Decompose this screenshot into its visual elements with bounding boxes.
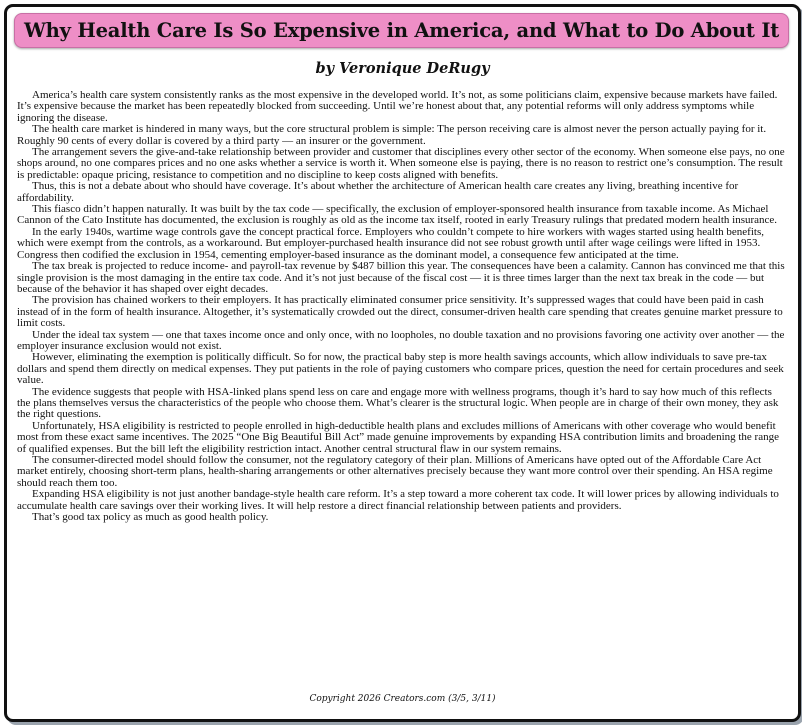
article-paragraph: America’s health care system consistently ranks as the most expensive in the developed world. It’s not, as some politicians claim, expensive because markets have failed. It’s expensive because the market has been repeatedly blocked from succeeding. Until we’re honest about that, any potential reforms will only address symptoms while ignoring the disease.: [17, 89, 778, 124]
article-paragraph: The tax break is projected to reduce income- and payroll-tax revenue by $487 billion this year. The consequences have been a calamity. Cannon has convinced me that this single provision is the most damaging in the entire tax code. And it’s not just because of the fiscal cost — it is three times larger than the next tax break in the code — but because of the behavior it has shaped over eight decades.: [17, 260, 785, 295]
article-paragraph: Unfortunately, HSA eligibility is restricted to people enrolled in high-deductible health plans and excludes millions of Americans with other coverage who would benefit most from these exact same incentives. The 2025 “One Big Beautiful Bill Act” made genuine improvements by expanding HSA contribution limits and broadening the range of qualified expenses. But the bill left the eligibility restriction intact. Another central structural flaw in our system remains.: [17, 419, 779, 455]
article-paragraph: The consumer-directed model should follow the consumer, not the regulatory category of their plan. Millions of Americans have opted out of the Affordable Care Act market entirely, choosing short-term plans, health-sharing arrangements or other alternatives precisely because they want more control over their spending. An HSA regime should reach them too.: [17, 454, 773, 489]
article-paragraph: That’s good tax policy as much as good health policy.: [32, 511, 269, 524]
title-bar: [14, 13, 789, 48]
article-paragraph: Expanding HSA eligibility is not just another bandage-style health care reform. It’s a step toward a more coherent tax code. It will lower prices by allowing individuals to accumulate health care savings over their working lives. It will help restore a direct financial relationship between patients and providers.: [17, 488, 779, 512]
article-title: Why Health Care Is So Expensive in America, and What to Do About It: [23, 19, 780, 42]
article-paragraph: However, eliminating the exemption is politically difficult. So for now, the practical baby step is more health savings accounts, which allow individuals to save pre-tax dollars and spend them directly on medical expenses. They put patients in the role of paying customers who compare prices, question the need for certain procedures and seek value.: [17, 351, 784, 387]
article-body: [17, 90, 787, 523]
article-paragraph: The arrangement severs the give-and-take relationship between provider and customer that disciplines every other sector of the economy. When someone else pays, no one shops around, no one compares prices and no one asks whether a service is worth it. When someone else is paying, there is no reason to restrict one’s consumption. The result is predictable: opaque pricing, resistance to competition and no discipline to keep costs aligned with benefits.: [17, 146, 785, 181]
article-paragraph: Thus, this is not a debate about who should have coverage. It’s about whether the architecture of American health care creates any living, breathing incentive for affordability.: [17, 180, 739, 204]
article-paragraph: The health care market is hindered in many ways, but the core structural problem is simple: The person receiving care is almost never the person actually paying for it. Roughly 90 cents of every dollar is covered by a third party — an insurer or the government.: [17, 123, 767, 147]
article-paragraph: The provision has chained workers to their employers. It has practically eliminated consumer price sensitivity. It’s suppressed wages that could have been paid in cash instead of in the form of health insurance. Altogether, it’s systematically crowded out the direct, consumer-driven health care spending that creates genuine market pressure to limit costs.: [17, 294, 783, 330]
copyright-notice: Copyright 2026 Creators.com (3/5, 3/11): [309, 694, 496, 704]
article-frame: [4, 4, 801, 722]
article-paragraph: The evidence suggests that people with HSA-linked plans spend less on care and engage more with wellness programs, though it’s hard to say how much of this reflects the plans themselves versus the characteristics of the people who choose them. What’s clearer is the structural logic. When people are in charge of their own money, they ask the right questions.: [17, 385, 779, 421]
article-paragraph: This fiasco didn’t happen naturally. It was built by the tax code — specifically, the exclusion of employer-sponsored health insurance from taxable income. As Michael Cannon of the Cato Institute has documented, the exclusion is roughly as old as the income tax itself, rooted in early Treasury rulings that predated modern health insurance.: [17, 203, 778, 227]
article-paragraph: Under the ideal tax system — one that taxes income once and only once, with no loopholes, no double taxation and no provisions favoring one activity over another — the employer insurance exclusion would not exist.: [17, 328, 785, 352]
article-byline: by Veronique DeRugy: [315, 60, 490, 77]
article-paragraph: In the early 1940s, wartime wage controls gave the concept practical force. Employers who couldn’t compete to hire workers with wages started using health benefits, which were exempt from the controls, as a workaround. But employer-purchased health insurance did not see robust growth until after wage ceilings were lifted in 1953. Congress then codified the exclusion in 1954, cementing employer-based insurance as the dominant model, a consequence few anticipated at the time.: [17, 225, 764, 261]
